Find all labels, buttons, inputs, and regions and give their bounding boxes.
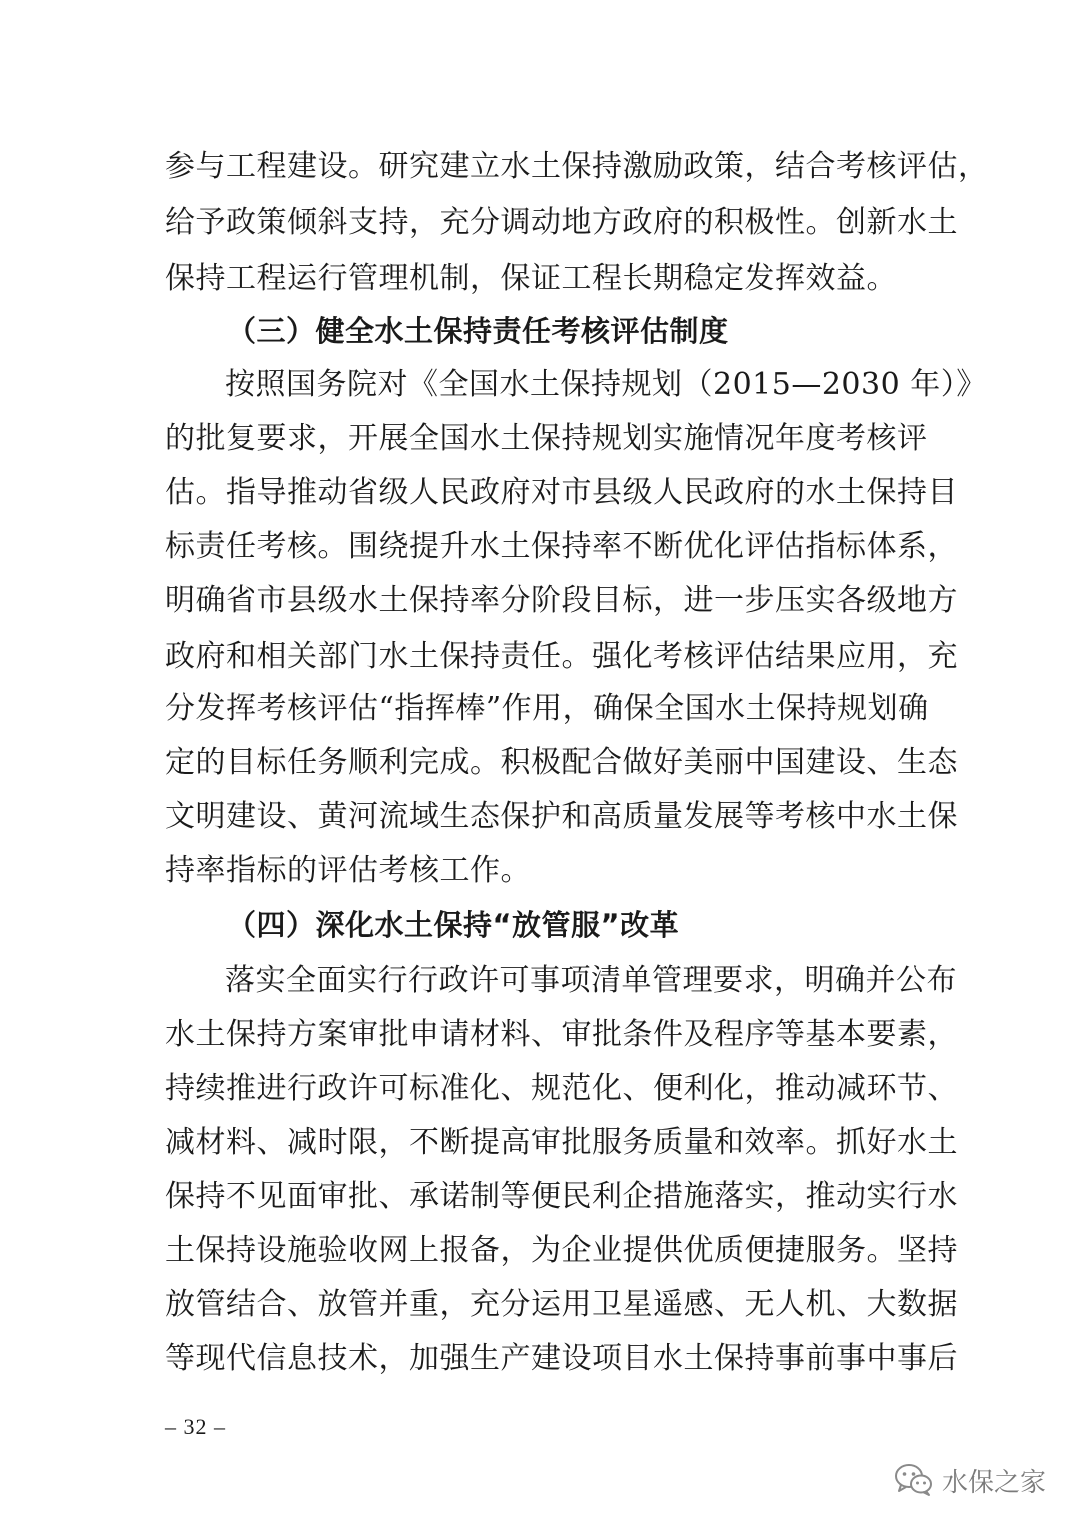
body-line: 水土保持方案审批申请材料、审批条件及程序等基本要素， bbox=[165, 1017, 958, 1052]
body-line: 标责任考核。围绕提升水土保持率不断优化评估指标体系， bbox=[165, 529, 958, 564]
body-line: 政府和相关部门水土保持责任。强化考核评估结果应用，充 bbox=[165, 639, 958, 674]
wechat-icon bbox=[894, 1463, 934, 1497]
body-line: 减材料、减时限，不断提高审批服务质量和效率。抓好水土 bbox=[165, 1125, 958, 1160]
body-line: 参与工程建设。研究建立水土保持激励政策，结合考核评估， bbox=[165, 149, 989, 184]
body-line: 落实全面实行行政许可事项清单管理要求，明确并公布 bbox=[225, 963, 957, 998]
section-heading-4: （四）深化水土保持“放管服”改革 bbox=[227, 908, 680, 942]
body-line: 估。指导推动省级人民政府对市县级人民政府的水土保持目 bbox=[165, 475, 958, 510]
body-line: 持率指标的评估考核工作。 bbox=[165, 853, 531, 888]
watermark-text: 水保之家 bbox=[941, 1467, 1046, 1498]
body-line: 文明建设、黄河流域生态保护和高质量发展等考核中水土保 bbox=[165, 799, 958, 834]
body-line: 持续推进行政许可标准化、规范化、便利化，推动减环节、 bbox=[165, 1071, 958, 1106]
body-line: 给予政策倾斜支持，充分调动地方政府的积极性。创新水土 bbox=[165, 205, 958, 240]
watermark bbox=[894, 1456, 1046, 1504]
section-heading-3: （三）健全水土保持责任考核评估制度 bbox=[227, 314, 729, 348]
body-line: 土保持设施验收网上报备，为企业提供优质便捷服务。坚持 bbox=[165, 1233, 958, 1268]
page-number: – 32 – bbox=[165, 1414, 226, 1439]
body-line: 保持不见面审批、承诺制等便民利企措施落实，推动实行水 bbox=[165, 1179, 958, 1214]
body-line: 的批复要求，开展全国水土保持规划实施情况年度考核评 bbox=[165, 421, 928, 456]
body-line: 保持工程运行管理机制，保证工程长期稳定发挥效益。 bbox=[165, 261, 897, 296]
body-line: 放管结合、放管并重，充分运用卫星遥感、无人机、大数据 bbox=[165, 1287, 958, 1322]
body-line: 等现代信息技术，加强生产建设项目水土保持事前事中事后 bbox=[165, 1341, 958, 1376]
body-line: 明确省市县级水土保持率分阶段目标，进一步压实各级地方 bbox=[165, 583, 958, 618]
body-line: 按照国务院对《全国水土保持规划（2015—2030 年）》 bbox=[225, 367, 987, 402]
body-line: 分发挥考核评估“指挥棒”作用，确保全国水土保持规划确 bbox=[165, 691, 929, 726]
body-line: 定的目标任务顺利完成。积极配合做好美丽中国建设、生态 bbox=[165, 745, 958, 780]
